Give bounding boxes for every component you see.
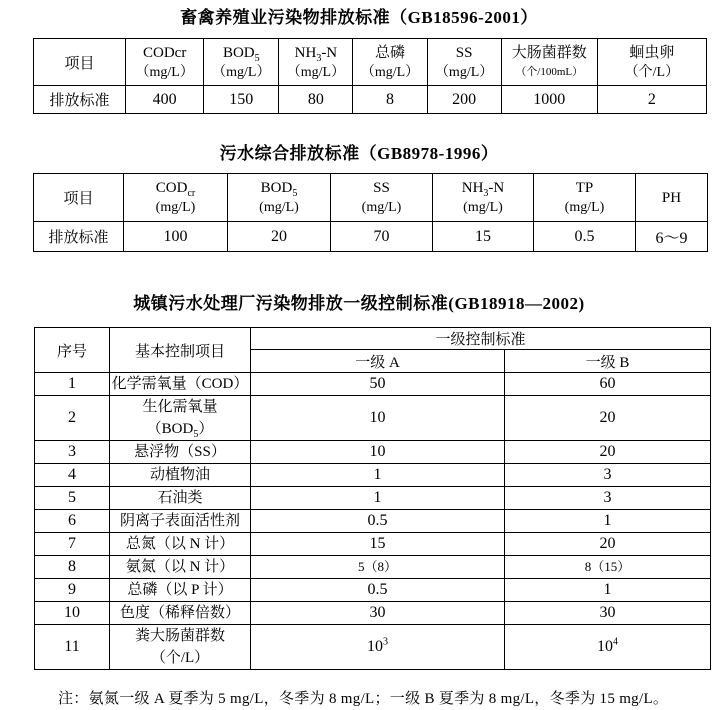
corner-header-cell: 项目 <box>34 174 124 222</box>
parameter-name: $BOD_5$ <box>222 44 260 64</box>
value-cell: 20 <box>228 222 331 252</box>
row-label: 排放标准 <box>34 86 126 114</box>
parameter-unit: (mg/L) <box>564 200 605 215</box>
header-cell-nh3n <box>279 39 353 86</box>
parameter-name: $COD_{cr}$ <box>155 180 196 199</box>
parameter-name: 总磷 <box>375 44 406 61</box>
table-row <box>35 464 711 487</box>
data-row <box>34 86 707 114</box>
control-item-label: 化学需氧量（COD） <box>110 373 251 396</box>
grade-a-value: $10^3$ <box>251 625 505 670</box>
grade-a-value: 10 <box>251 396 505 441</box>
parameter-unit: (mg/L) <box>259 200 299 215</box>
row-number: 10 <box>35 602 110 625</box>
grade-a-value: 1 <box>251 464 505 487</box>
control-item-label: 动植物油 <box>110 464 251 487</box>
subscript: 5 <box>254 52 260 64</box>
parameter-unit: （mg/L） <box>286 64 346 80</box>
value-cell: 80 <box>279 86 353 114</box>
value-cell: 15 <box>433 222 534 252</box>
header-cell-ss <box>331 174 433 222</box>
value-cell: 8 <box>353 86 427 114</box>
grade-a-value: 10 <box>251 441 505 464</box>
header-cell-ss <box>427 39 501 86</box>
table-row <box>35 396 711 441</box>
control-item-label: 总磷（以 P 计） <box>110 579 251 602</box>
header-cell-grade-b: 一级 B <box>505 350 711 373</box>
parameter-unit: （mg/L） <box>212 64 271 80</box>
parameter-name: PH <box>661 189 682 206</box>
header-cell-bod5 <box>228 174 331 222</box>
parameter-name: CODcr <box>143 44 187 61</box>
value-cell: 6～9 <box>636 222 708 252</box>
subscript: 5 <box>292 188 298 199</box>
value-cell: 100 <box>124 222 228 252</box>
header-cell-codcr <box>126 39 204 86</box>
grade-a-value: 1 <box>251 487 505 510</box>
parameter-unit: （mg/L） <box>135 64 194 80</box>
livestock-standard-title: 畜禽养殖业污染物排放标准（GB18596-2001） <box>180 8 538 27</box>
grade-b-value: 20 <box>505 533 711 556</box>
parameter-name: SS <box>373 180 390 196</box>
value-cell: 150 <box>204 86 279 114</box>
parameter-name: SS <box>455 44 473 61</box>
header-cell-tp <box>534 174 636 222</box>
subscript: 5 <box>193 429 199 440</box>
parameter-unit: (mg/L) <box>155 200 196 215</box>
grade-b-value: 60 <box>505 373 711 396</box>
control-item-label: 生化需氧量$(BOD_5)$ <box>110 396 251 441</box>
parameter-name: $NH_3-N$ <box>461 180 505 199</box>
table-row <box>35 487 711 510</box>
value-cell: 1000 <box>501 86 597 114</box>
header-cell-control-standard-group: 一级控制标准 <box>251 328 711 350</box>
wastewater-standard-title: 污水综合排放标准（GB8978-1996） <box>219 144 499 163</box>
grade-b-value: 3 <box>505 487 711 510</box>
urban-treatment-standard-title: 城镇污水处理厂污染物排放一级控制标准(GB18918—2002) <box>133 294 585 313</box>
header-cell-basic-item: 基本控制项目 <box>110 328 251 373</box>
header-cell-serial: 序号 <box>35 328 110 373</box>
urban-treatment-standards-table <box>34 327 711 670</box>
parameter-unit: （个/L） <box>624 64 680 80</box>
parameter-name: 大肠菌群数 <box>511 44 587 61</box>
wastewater-standards-table <box>33 173 708 252</box>
header-row <box>34 39 707 86</box>
control-item-label: 粪大肠菌群数（个/L） <box>110 625 251 670</box>
row-number: 1 <box>35 373 110 396</box>
header-row <box>34 174 708 222</box>
value-cell: 2 <box>597 86 706 114</box>
control-item-label: 总氮（以 N 计） <box>110 533 251 556</box>
header-cell-codcr <box>124 174 228 222</box>
grade-b-value: 1 <box>505 579 711 602</box>
grade-a-value: 30 <box>251 602 505 625</box>
grade-a-value: 5（8） <box>251 556 505 579</box>
parameter-unit: (mg/L) <box>361 200 402 215</box>
grade-b-value: $10^4$ <box>505 625 711 670</box>
footnote: 注：氨氮一级 A 夏季为 5 mg/L，冬季为 8 mg/L；一级 B 夏季为 8 mg/L，冬季为 15 mg/L。 <box>58 691 669 707</box>
livestock-standards-table <box>33 38 707 114</box>
table-row <box>35 602 711 625</box>
row-number: 9 <box>35 579 110 602</box>
row-number: 2 <box>35 396 110 441</box>
header-cell-grade-a: 一级 A <box>251 350 505 373</box>
grade-a-value: 15 <box>251 533 505 556</box>
grade-b-value: 20 <box>505 396 711 441</box>
control-item-label: 石油类 <box>110 487 251 510</box>
table-row <box>35 579 711 602</box>
parameter-name: $NH_3-N$ <box>294 44 338 64</box>
row-number: 8 <box>35 556 110 579</box>
control-item-label: 氨氮（以 N 计） <box>110 556 251 579</box>
header-cell-tp <box>353 39 427 86</box>
header-cell-ascaris-egg <box>597 39 706 86</box>
row-number: 6 <box>35 510 110 533</box>
grade-b-value: 1 <box>505 510 711 533</box>
grade-a-value: 50 <box>251 373 505 396</box>
table-row <box>35 625 711 670</box>
grade-a-value: 0.5 <box>251 510 505 533</box>
superscript: 3 <box>383 636 388 648</box>
value-cell: 70 <box>331 222 433 252</box>
grade-b-value: 3 <box>505 464 711 487</box>
row-number: 11 <box>35 625 110 670</box>
parameter-unit: （mg/L） <box>360 64 420 80</box>
subscript: 3 <box>483 188 489 199</box>
control-item-label: 悬浮物（SS） <box>110 441 251 464</box>
value-cell: 0.5 <box>534 222 636 252</box>
header-cell-nh3n <box>433 174 534 222</box>
row-number: 4 <box>35 464 110 487</box>
row-number: 5 <box>35 487 110 510</box>
parameter-unit: （mg/L） <box>434 64 494 80</box>
parameter-name: TP <box>575 180 594 196</box>
control-item-label: 阴离子表面活性剂 <box>110 510 251 533</box>
table-row <box>35 510 711 533</box>
grade-b-value: 20 <box>505 441 711 464</box>
corner-header-cell: 项目 <box>34 39 126 86</box>
table-row <box>35 373 711 396</box>
data-row <box>34 222 708 252</box>
table-row <box>35 556 711 579</box>
parameter-unit: （个/100mL） <box>515 65 584 78</box>
subscript: cr <box>187 188 196 199</box>
subscript: 3 <box>316 52 322 64</box>
row-number: 7 <box>35 533 110 556</box>
header-cell-coliform <box>501 39 597 86</box>
value-cell: 400 <box>126 86 204 114</box>
value-cell: 200 <box>427 86 501 114</box>
parameter-unit: (mg/L) <box>463 200 503 215</box>
parameter-name: 蛔虫卵 <box>629 44 675 61</box>
table-row <box>35 441 711 464</box>
grade-b-value: 30 <box>505 602 711 625</box>
control-item-label: 色度（稀释倍数） <box>110 602 251 625</box>
header-row-group <box>35 328 711 350</box>
superscript: 4 <box>613 636 618 648</box>
parameter-name: $BOD_5$ <box>260 180 298 199</box>
header-cell-ph <box>636 174 708 222</box>
grade-b-value: 8（15） <box>505 556 711 579</box>
header-cell-bod5 <box>204 39 279 86</box>
table-row <box>35 533 711 556</box>
row-label: 排放标准 <box>34 222 124 252</box>
row-number: 3 <box>35 441 110 464</box>
grade-a-value: 0.5 <box>251 579 505 602</box>
